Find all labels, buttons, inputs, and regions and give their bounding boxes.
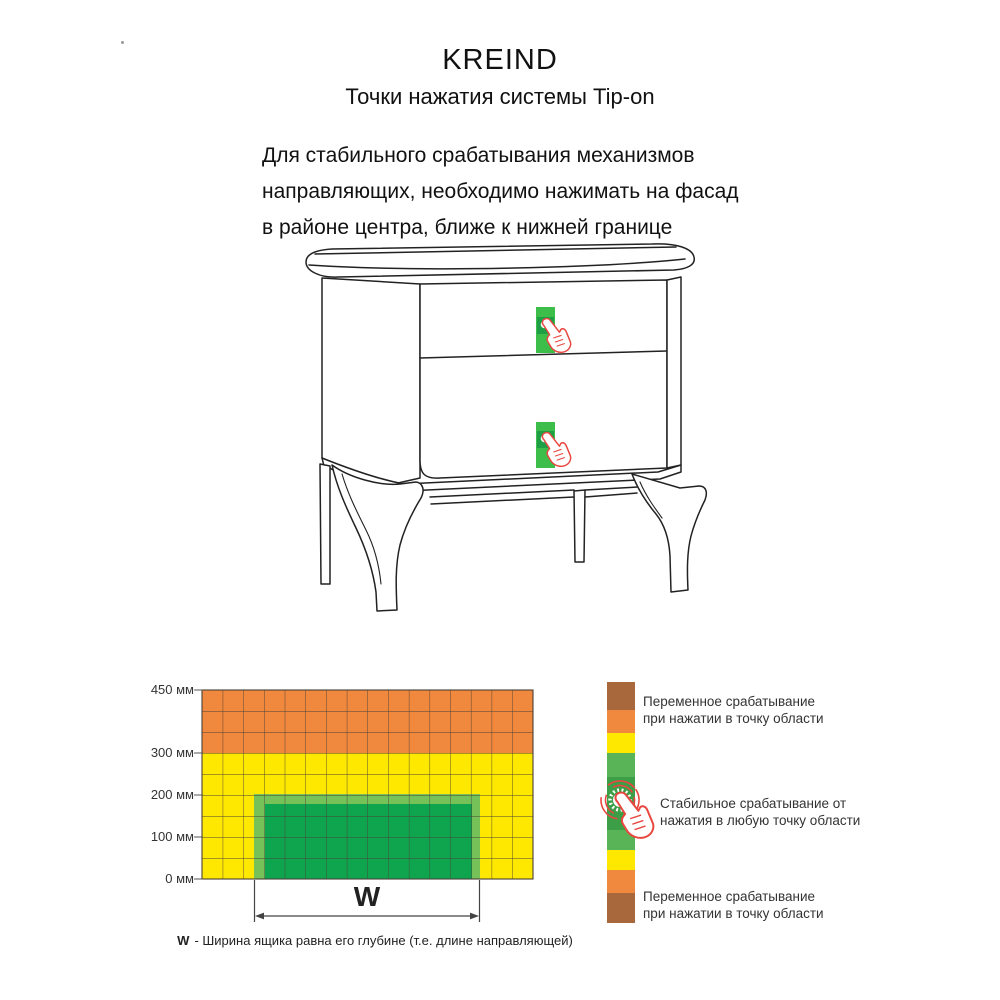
- front-right-leg: [632, 474, 706, 592]
- front-left-leg: [332, 465, 423, 611]
- side-panel: [322, 278, 420, 483]
- caption-text: - Ширина ящика равна его глубине (т.е. длине направляющей): [194, 933, 573, 948]
- legend-bar-segment: [607, 682, 635, 710]
- width-dimension-label: W: [353, 881, 381, 912]
- intro-paragraph: [262, 138, 762, 246]
- intro-line: Для стабильного срабатывания механизмов: [262, 144, 695, 167]
- back-right-leg: [574, 490, 585, 562]
- stretcher-rail: [430, 490, 574, 497]
- ytick-0: 0 мм: [165, 871, 194, 886]
- tabletop: [306, 244, 694, 277]
- ytick-100: 100 мм: [150, 829, 194, 844]
- back-left-leg: [320, 464, 330, 584]
- brand-title: KREIND: [442, 44, 558, 76]
- chart-caption: [150, 933, 600, 948]
- stretcher-rail: [585, 487, 638, 490]
- legend-label-variable-bottom: Переменное срабатывание при нажатии в точку области: [643, 889, 824, 921]
- stretcher-rail: [585, 493, 637, 497]
- legend-bar-segment: [607, 893, 635, 923]
- ytick-300: 300 мм: [150, 745, 194, 760]
- intro-line: в районе центра, ближе к нижней границе: [262, 216, 673, 239]
- press-zones-chart: [150, 680, 600, 960]
- legend-label-stable: Стабильное срабатывание от нажатия в любую точку области: [660, 796, 861, 828]
- page-title: Точки нажатия системы Tip-on: [345, 84, 655, 109]
- right-stile: [667, 277, 681, 468]
- grid-lines: [202, 690, 533, 879]
- legend-label-variable-top: Переменное срабатывание при нажатии в точку области: [643, 694, 824, 726]
- intro-line: направляющих, необходимо нажимать на фасад: [262, 180, 739, 203]
- legend-bar-segment: [607, 733, 635, 753]
- nightstand-illustration: [280, 240, 720, 630]
- ytick-450: 450 мм: [150, 682, 194, 697]
- ytick-200: 200 мм: [150, 787, 194, 802]
- caption-w: W: [177, 933, 190, 948]
- stretcher-rail: [431, 497, 574, 504]
- legend-bar-segment: [607, 710, 635, 733]
- legend-bar-segment: [607, 870, 635, 893]
